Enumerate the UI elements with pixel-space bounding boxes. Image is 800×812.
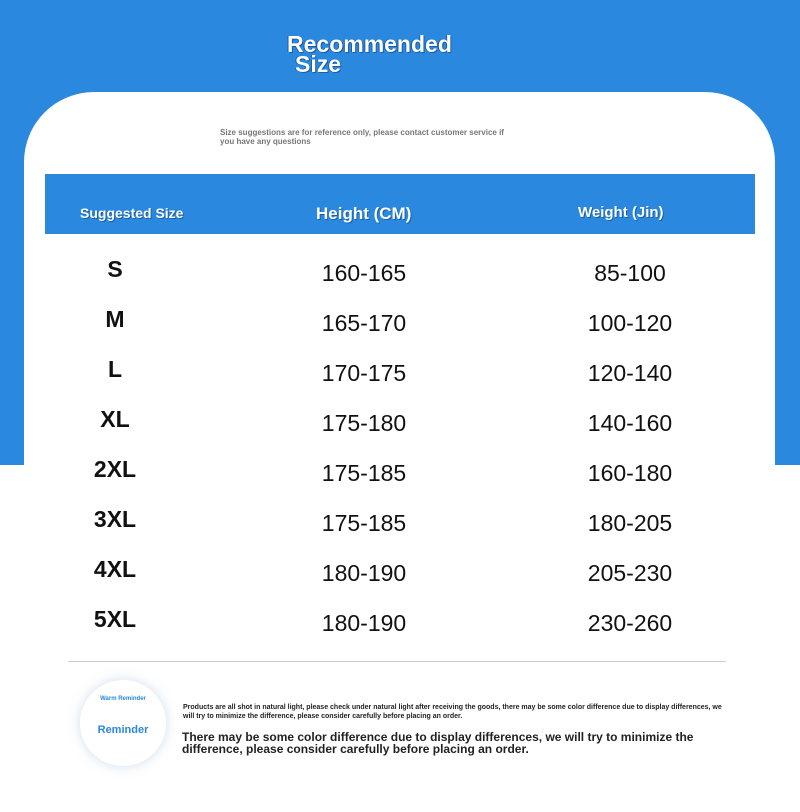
weight-cell: 100-120	[587, 310, 673, 336]
badge-small-label: Warm Reminder	[100, 696, 146, 702]
reminder-big-text: There may be some color difference due to display differences, we will try to minimize the difference, please consider carefully before placing an order.	[182, 730, 694, 756]
height-cell: 160-165	[321, 260, 407, 286]
page-title	[287, 31, 452, 77]
height-cell: 170-175	[321, 360, 407, 386]
table-row	[0, 298, 800, 348]
table-row	[0, 448, 800, 498]
divider	[68, 661, 726, 662]
height-cell: 175-185	[321, 510, 407, 536]
height-cell: 180-190	[321, 560, 407, 586]
height-cell: 175-180	[321, 410, 407, 436]
size-cell: 4XL	[93, 556, 137, 582]
table-row	[0, 548, 800, 598]
size-cell: 3XL	[93, 506, 137, 532]
reminder-small-text: Products are all shot in natural light, please check under natural light after receiving the goods, there may be some color difference due to display differences, we will try to minimize the difference, please consider carefully before placing an order.	[183, 704, 722, 720]
table-row	[0, 498, 800, 548]
weight-cell: 85-100	[594, 260, 666, 286]
table-row	[0, 348, 800, 398]
badge-main-label: Reminder	[97, 724, 149, 736]
weight-cell: 120-140	[587, 360, 673, 386]
size-cell: L	[107, 356, 123, 382]
header-height: Height (CM)	[316, 204, 412, 223]
size-cell: 2XL	[93, 456, 137, 482]
size-cell: M	[105, 306, 125, 332]
size-cell: 5XL	[93, 606, 137, 632]
header-suggested-size: Suggested Size	[80, 205, 184, 221]
height-cell: 165-170	[321, 310, 407, 336]
height-cell: 175-185	[321, 460, 407, 486]
size-cell: XL	[100, 406, 130, 432]
page-title-line1: Recommended	[287, 31, 452, 57]
header-weight: Weight (Jin)	[578, 204, 664, 221]
size-cell: S	[107, 256, 123, 282]
table-header	[45, 174, 755, 234]
height-cell: 180-190	[321, 610, 407, 636]
table-row	[0, 598, 800, 648]
weight-cell: 180-205	[587, 510, 673, 536]
table-row	[0, 398, 800, 448]
weight-cell: 140-160	[587, 410, 673, 436]
page-title-line2: Size	[295, 51, 342, 77]
weight-cell: 160-180	[587, 460, 673, 486]
weight-cell: 205-230	[587, 560, 673, 586]
table-row	[0, 248, 800, 298]
weight-cell: 230-260	[587, 610, 673, 636]
reference-note: Size suggestions are for reference only, please contact customer service if you have any questions	[220, 128, 504, 146]
reminder-badge	[80, 680, 166, 766]
